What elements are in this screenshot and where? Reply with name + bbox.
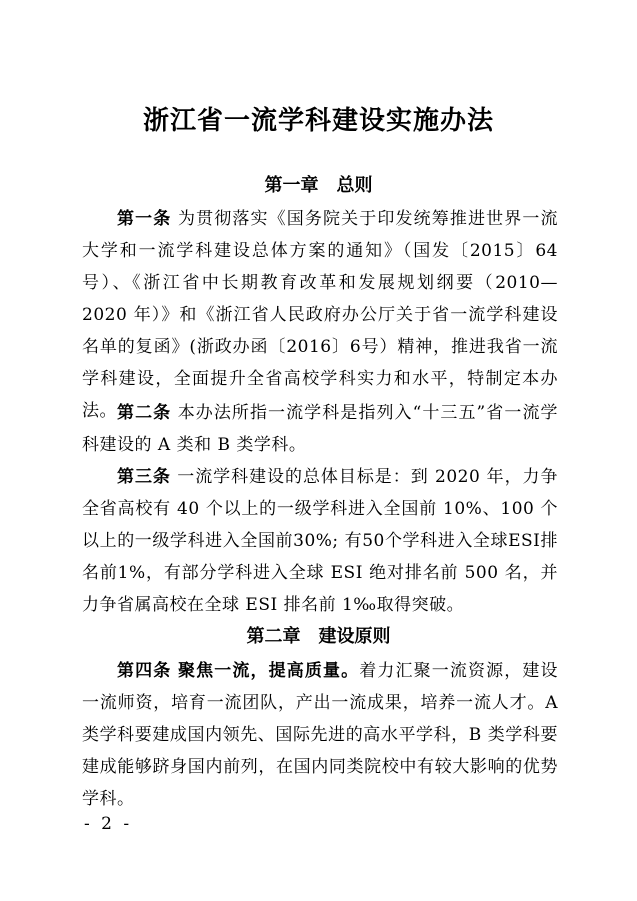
article-4-label: 第四条: [117, 661, 172, 681]
article-2: [82, 397, 558, 461]
article-3-text: 一流学科建设的总体目标是：到 2020 年，力争全省高校有 40 个以上的一级学科进入全国前 10%、100 个以上的一级学科进入全国前30%; 有50个学科进入全球ESI排名前1%，有部分学科进入全球 ESI 绝对排名前 500 名，并力争省属高校在全球 ESI 排名前 1‰取得突破。: [82, 467, 559, 615]
article-4: [82, 655, 558, 815]
article-4-text: 着力汇聚一流资源，建设一流师资，培育一流团队，产出一流成果，培养一流人才。A 类学科要建成国内领先、国际先进的高水平学科，B 类学科要建成能够跻身国内前列，在国内同类院校中有较大影响的优势学科。: [82, 661, 559, 809]
page-number: - 2 -: [84, 814, 133, 834]
chapter-2-name: 建设原则: [318, 626, 391, 647]
chapter-1-number: 第一章: [264, 175, 319, 196]
article-4-lead: 聚焦一流，提高质量。: [177, 661, 360, 681]
document-title: 浙江省一流学科建设实施办法: [142, 106, 494, 136]
article-2-text: 本办法所指一流学科是指列入“十三五”省一流学科建设的 A 类和 B 类学科。: [82, 403, 559, 455]
chapter-2-number: 第二章: [246, 626, 301, 647]
article-1-text: 为贯彻落实《国务院关于印发统筹推进世界一流大学和一流学科建设总体方案的通知》（国发〔2015〕64 号）、《浙江省中长期教育改革和发展规划纲要（2010—2020 年）》和《浙江省人民政府办公厅关于省一流学科建设名单的复函》(浙政办函〔2016〕6号）精神，推进我省一流学科建设，全面提升全省高校学科实力和水平，特制定本办法。: [82, 209, 559, 421]
article-3: [82, 461, 558, 621]
chapter-1-heading: [0, 172, 637, 200]
article-1: [82, 203, 558, 427]
article-2-label: 第二条: [117, 403, 172, 423]
chapter-2-heading: [0, 623, 637, 651]
chapter-1-name: 总则: [336, 175, 373, 196]
article-1-label: 第一条: [117, 209, 172, 229]
article-3-label: 第三条: [117, 467, 171, 487]
